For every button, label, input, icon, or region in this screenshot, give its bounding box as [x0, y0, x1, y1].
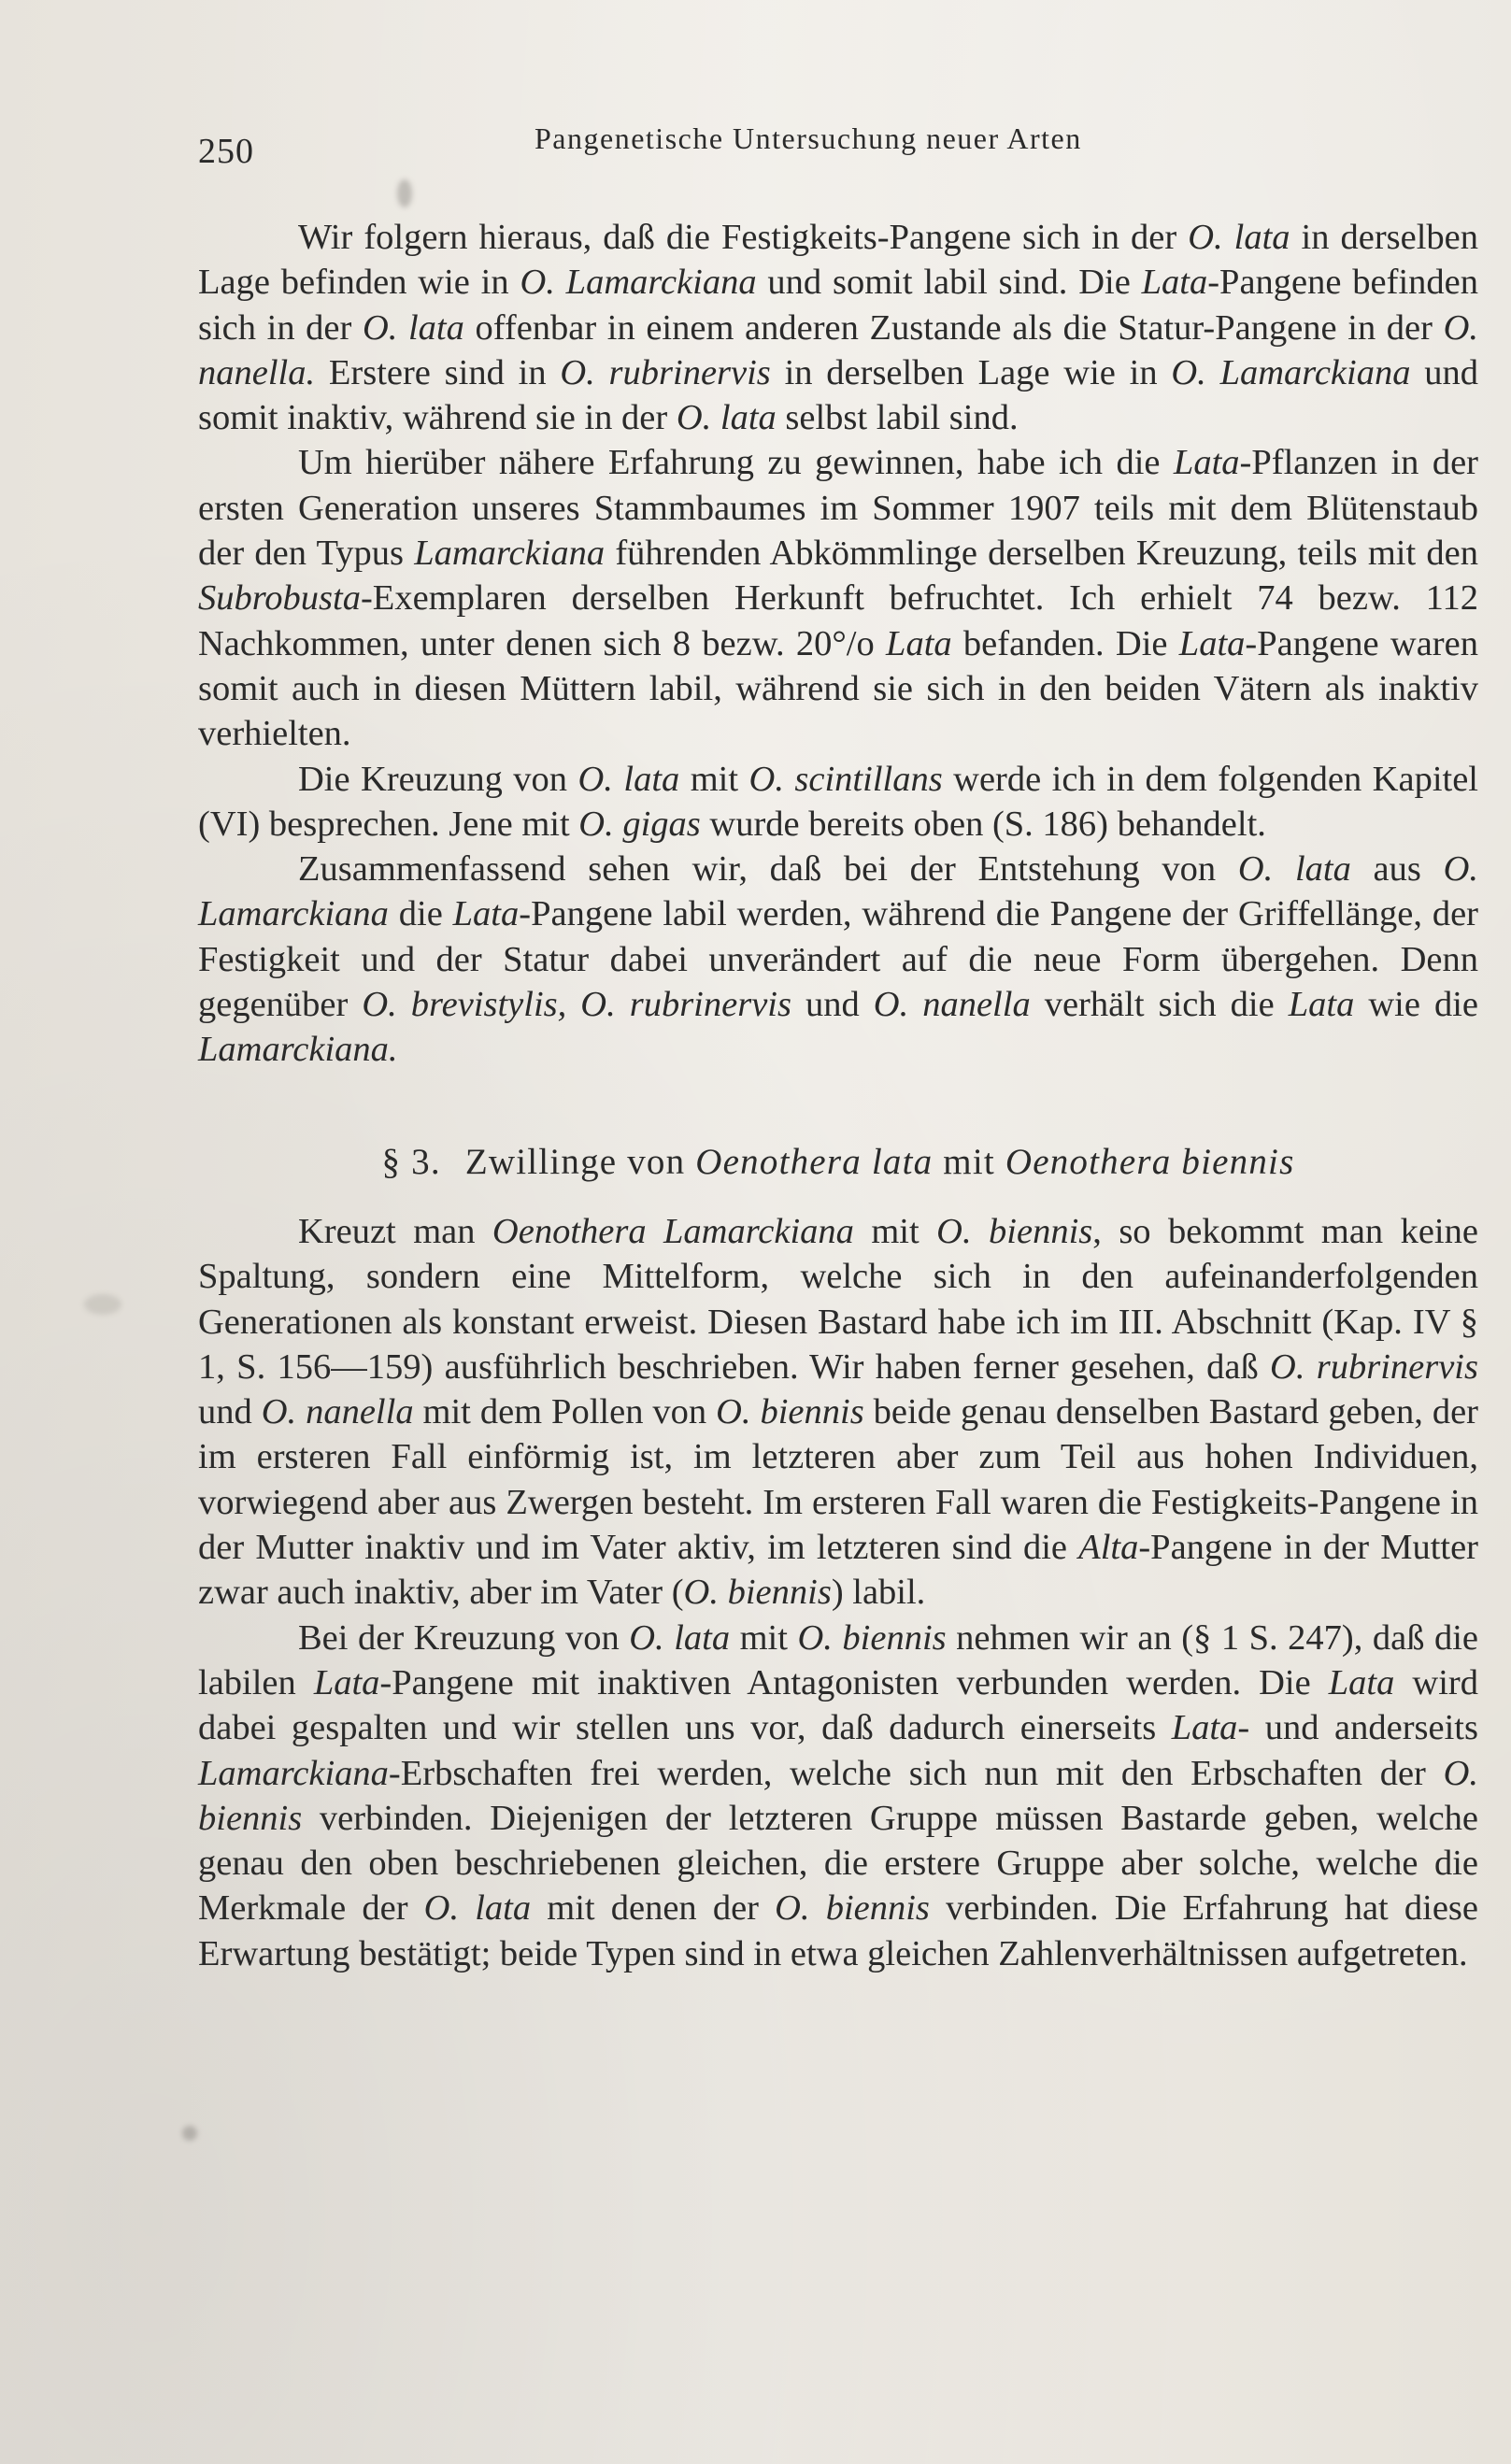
text-run: mit — [730, 1617, 798, 1658]
paragraph — [198, 847, 1478, 1072]
paragraph — [198, 215, 1478, 440]
text-run: aus — [1350, 849, 1444, 890]
text-run: nehmen wir an (§ 1 S. 247), daß die labilen — [198, 1617, 1478, 1702]
ink-smudge — [182, 2126, 197, 2141]
species-name: Lamarckiana — [414, 534, 606, 574]
text-run: Zwillinge von — [464, 1141, 696, 1182]
text-run: mit — [933, 1141, 1005, 1182]
species-name: O. biennis — [716, 1392, 864, 1432]
text-run: verbinden. Die Erfahrung hat diese Erwartung bestätigt; beide Typen sind in etwa gleichen Zahlenverhältnissen aufgetreten. — [198, 1888, 1478, 1973]
text-run: in derselben Lage wie in — [770, 352, 1172, 392]
running-title: Pangenetische Untersuchung neuer Arten — [535, 121, 1082, 155]
text-run: in derselben Lage befinden wie in — [198, 218, 1478, 303]
text-run: Zusammenfassend sehen wir, daß bei der Entstehung von — [298, 849, 1238, 890]
species-name: Lata — [1328, 1662, 1395, 1702]
text-run: -Pflanzen in der ersten Generation unseres Stammbaumes im Sommer 1907 teils mit dem Blütenstaub der den Typus — [198, 443, 1478, 574]
text-run: mit — [853, 1211, 937, 1251]
species-name: O. brevistylis, O. rubrinervis — [362, 985, 791, 1025]
text-run: -Exemplaren derselben Herkunft befruchtet. Ich erhielt 74 bezw. 112 Nachkommen, unter denen sich 8 bezw. 20°/o — [198, 578, 1478, 663]
species-name: O. biennis — [775, 1888, 930, 1929]
text-run: ) labil. — [831, 1573, 926, 1613]
text-run: -Pangene waren somit auch in diesen Müttern labil, während sie sich in den beiden Vätern als inaktiv verhielten. — [198, 623, 1478, 754]
species-name: Lata — [1178, 623, 1246, 663]
text-run: beide genau denselben Bastard geben, der im ersteren Fall einförmig ist, im letzteren aber zum Teil aus hohen Individuen, vorwiegend aber aus Zwergen besteht. Im ersteren Fall waren die Festigkeits-Pangene in der Mutter inaktiv und im Vater aktiv, im letzteren sind die — [198, 1392, 1478, 1568]
paragraph — [198, 757, 1478, 847]
species-name: O. lata — [423, 1888, 532, 1929]
text-run: Die Kreuzung von — [298, 759, 578, 799]
species-name: O. Lamarckiana — [1171, 352, 1411, 392]
species-name: Lata — [1141, 263, 1208, 303]
section-symbol: § 3. — [381, 1141, 441, 1182]
text-run: führenden Abkömmlinge derselben Kreuzung, teils mit den — [605, 534, 1478, 574]
species-name: O. biennis — [936, 1211, 1093, 1251]
species-name: O. nanella. — [198, 307, 1479, 392]
text-run: wird dabei gespalten und wir stellen uns vor, daß dadurch einerseits — [198, 1662, 1478, 1748]
text-run: und — [791, 985, 874, 1025]
text-run: offenbar in einem anderen Zustande als die Statur-Pangene in der — [463, 307, 1444, 348]
text-run: verhält sich die — [1030, 985, 1289, 1025]
species-name: O. nanella — [873, 985, 1031, 1025]
text-run: befanden. Die — [951, 623, 1179, 663]
species-name: O. rubrinervis — [1270, 1346, 1478, 1387]
species-name: O. scintillans — [748, 759, 943, 799]
body-text — [198, 215, 1478, 1976]
species-name: O. rubrinervis — [560, 352, 771, 392]
text-run: , so bekommt man keine Spaltung, sondern eine Mittelform, welche sich in den aufeinanderfolgenden Generationen als konstant erweist. Diesen Bastard habe ich im III. Abschnitt (Kap. IV § 1, S. 156—159) ausführlich beschrieben. Wir haben ferner gesehen, daß — [198, 1211, 1478, 1387]
species-name: O. biennis — [198, 1753, 1478, 1838]
species-name: O. Lamarckiana — [520, 263, 757, 303]
species-name: O. gigas — [578, 804, 701, 844]
text-run: -Pangene in der Mutter zwar auch inaktiv, aber im Vater ( — [198, 1528, 1478, 1613]
text-run: -Pangene mit inaktiven Antagonisten verbunden werden. Die — [379, 1662, 1329, 1702]
text-run: Wir folgern hieraus, daß die Festigkeits-Pangene sich in der — [298, 218, 1189, 257]
species-name: Lamarckiana. — [198, 1030, 398, 1070]
paragraph — [198, 440, 1478, 756]
text-run: -Pangene befinden sich in der — [198, 263, 1478, 348]
species-name: Oenothera Lamarckiana — [492, 1211, 854, 1251]
paragraph — [198, 1209, 1478, 1616]
species-name: O. lata — [1188, 218, 1290, 257]
text-run: und anderseits — [1249, 1708, 1478, 1748]
text-run: Um hierüber nähere Erfahrung zu gewinnen, habe ich die — [298, 443, 1174, 483]
text-run: -Erbschaften frei werden, welche sich nun mit den Erbschaften der — [388, 1753, 1444, 1793]
species-name: Lata — [313, 1662, 380, 1702]
text-run: selbst labil sind. — [776, 398, 1019, 438]
text-run: mit dem Pollen von — [413, 1392, 717, 1432]
species-name: Subrobusta — [198, 578, 361, 619]
text-run: -Pangene labil werden, während die Pangene der Griffellänge, der Festigkeit und der Statur dabei unverändert auf die neue Form übergehen. Denn gegenüber — [198, 894, 1478, 1025]
species-name: O. biennis — [797, 1617, 947, 1658]
text-run: mit denen der — [531, 1888, 776, 1929]
species-name: O. lata — [577, 759, 680, 799]
text-run: Bei der Kreuzung von — [298, 1617, 630, 1658]
running-head — [198, 103, 1478, 178]
text-run: werde ich in dem folgenden Kapitel (VI) besprechen. Jene mit — [198, 759, 1478, 844]
text-run: und somit labil sind. Die — [756, 263, 1142, 303]
species-name: Lamarckiana — [198, 1753, 389, 1793]
text-run: Kreuzt man — [298, 1211, 492, 1251]
paragraph — [198, 1616, 1478, 1976]
species-name: Alta — [1078, 1528, 1139, 1568]
species-name: Lata — [1173, 443, 1240, 483]
species-name: O. lata — [676, 398, 777, 438]
text-run: und somit inaktiv, während sie in der — [198, 352, 1478, 438]
text-run: wie die — [1354, 985, 1478, 1025]
species-name: O. biennis — [683, 1573, 832, 1613]
text-run: die — [388, 894, 453, 934]
species-name: O. lata — [1237, 849, 1351, 890]
text-run: wurde bereits oben (S. 186) behandelt. — [700, 804, 1266, 844]
section-heading — [198, 1140, 1478, 1185]
species-name: O. Lamarckiana — [198, 849, 1479, 934]
species-name: Lata — [452, 894, 520, 934]
book-page — [198, 103, 1478, 1976]
page-number: 250 — [198, 132, 254, 171]
ink-smudge — [84, 1294, 121, 1315]
species-name: O. lata — [629, 1617, 731, 1658]
species-name: Oenothera biennis — [1005, 1141, 1295, 1182]
species-name: Oenothera lata — [695, 1141, 934, 1182]
species-name: O. nanella — [261, 1392, 414, 1432]
text-run: verbinden. Diejenigen der letzteren Gruppe müssen Bastarde geben, welche genau den oben beschriebenen gleichen, die erstere Gruppe aber solche, welche die Merkmale der — [198, 1798, 1478, 1929]
species-name: Lata- — [1171, 1708, 1250, 1748]
text-run: Erstere sind in — [315, 352, 561, 392]
species-name: Lata — [886, 623, 952, 663]
species-name: O. lata — [362, 307, 464, 348]
text-run: mit — [679, 759, 749, 799]
species-name: Lata — [1288, 985, 1355, 1025]
text-run: und — [198, 1392, 262, 1432]
